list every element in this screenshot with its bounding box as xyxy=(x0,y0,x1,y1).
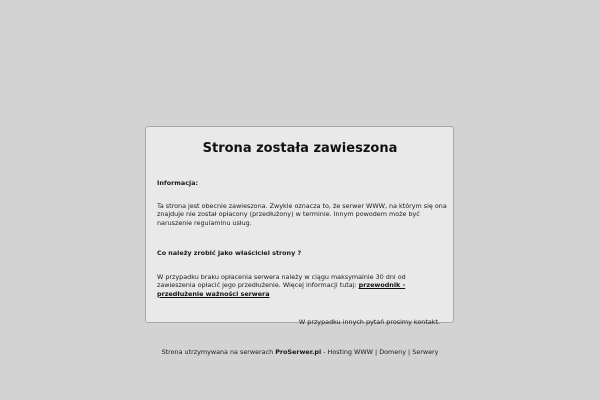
owner-text: W przypadku braku opłacenia serwera należy w ciągu maksymalnie 30 dni od zawieszenia opłacić jego przedłużenie. Więcej informacji tutaj: xyxy=(157,273,406,290)
info-text: Ta strona jest obecnie zawieszona. Zwykle oznacza to, że serwer WWW, na którym się ona znajduje nie został opłacony (przedłużony) w terminie. Innym powodem może być naruszenie regulaminu usług. xyxy=(157,202,447,227)
owner-text-block xyxy=(157,273,429,298)
guide-link[interactable]: przewodnik - przedłużenie ważności serwera xyxy=(157,281,406,298)
owner-label: Co należy zrobić jako właściciel strony ? xyxy=(157,249,302,257)
footer-separator-3: | xyxy=(406,348,413,356)
footer-prefix: Strona utrzymywana na serwerach xyxy=(161,348,276,356)
proserwer-link[interactable]: ProSerwer.pl xyxy=(275,348,322,356)
info-label: Informacja: xyxy=(157,179,199,187)
domains-link[interactable]: Domeny xyxy=(379,348,407,356)
contact-text: W przypadku innych pytań prosimy kontakt. xyxy=(298,318,440,326)
footer-separator-1: - xyxy=(321,348,328,356)
hosting-link[interactable]: Hosting WWW xyxy=(327,348,373,356)
page-title: Strona została zawieszona xyxy=(202,141,398,156)
servers-link[interactable]: Serwery xyxy=(412,348,439,356)
footer-separator-2: | xyxy=(372,348,380,356)
footer xyxy=(0,348,600,357)
